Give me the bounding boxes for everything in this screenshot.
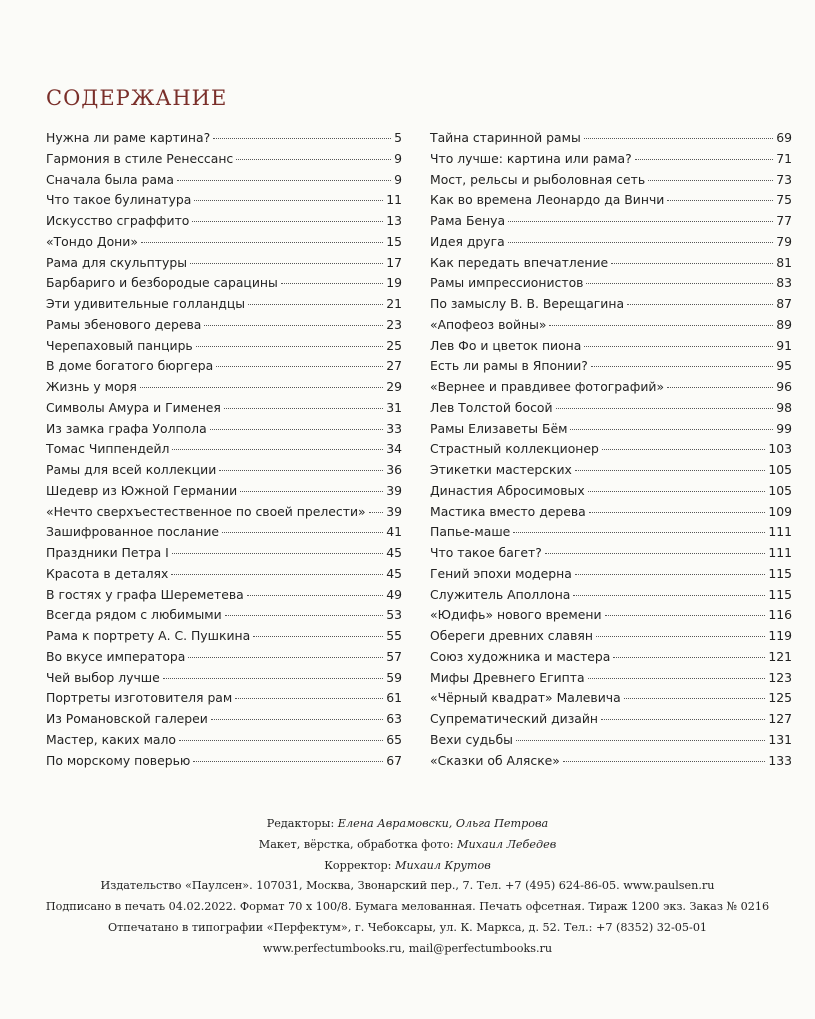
toc-entry-page: 29 [386,379,402,394]
toc-leader-dots [225,615,384,616]
toc-leader-dots [584,346,773,347]
toc-entry-title: Тайна старинной рамы [430,130,581,145]
toc-entry [430,128,792,149]
toc-entry-title: Шедевр из Южной Германии [46,482,238,498]
toc-entry [46,253,402,274]
toc-leader-dots [177,180,391,181]
toc-entry-page: 55 [386,628,402,643]
toc-entry-title: Барбариго и безбородые сарацины [46,275,278,291]
toc-entry-page: 109 [768,503,792,519]
toc-leader-dots [171,574,383,575]
toc-entry-title: По замыслу В. В. Верещагина [430,296,625,311]
toc-entry [46,502,402,523]
toc-entry-title: Чей выбор лучше [46,669,160,685]
toc-entry-title: Красота в деталях [46,565,169,581]
toc-leader-dots [219,470,383,471]
toc-entry-page: 111 [768,545,792,560]
toc-leader-dots [204,325,383,326]
toc-entry-title: Всегда рядом с любимыми [46,607,222,623]
toc-leader-dots [624,698,766,699]
toc-leader-dots [190,263,383,264]
toc-entry-page: 17 [386,254,402,270]
toc-entry [46,647,402,668]
toc-leader-dots [549,325,773,326]
toc-leader-dots [222,532,383,533]
toc-entry-title: Что лучше: картина или рама? [430,150,632,166]
toc-entry [46,377,402,398]
toc-entry-page: 59 [386,669,402,685]
toc-entry-title: Искусство сграффито [46,213,190,228]
toc-entry-title: Папье-маше [430,524,511,540]
toc-entry [46,356,402,377]
toc-right-column [430,128,792,771]
toc-entry-title: Идея друга [430,233,505,249]
toc-entry [46,522,402,543]
toc-entry [430,647,792,668]
corrector-name: Михаил Крутов [395,858,491,872]
colophon-layout [0,835,815,856]
toc-entry-title: Рамы эбенового дерева [46,316,202,332]
toc-leader-dots [591,366,773,367]
toc-entry-page: 77 [776,213,792,228]
toc-leader-dots [573,595,765,596]
toc-entry [46,398,402,419]
toc-entry-title: Из Романовской галереи [46,711,208,726]
toc-leader-dots [545,553,766,554]
toc-entry [46,730,402,751]
toc-entry [430,273,792,294]
toc-entry [430,356,792,377]
toc-entry-title: Гений эпохи модерна [430,565,572,581]
toc-entry-page: 81 [776,254,792,270]
toc-leader-dots [172,449,383,450]
toc-leader-dots [247,595,384,596]
toc-entry [430,336,792,357]
toc-entry-page: 11 [386,192,402,208]
toc-entry-page: 123 [768,669,792,685]
toc-leader-dots [513,532,765,533]
toc-leader-dots [192,221,383,222]
toc-entry-page: 79 [776,233,792,249]
page-title: СОДЕРЖАНИЕ [46,86,228,110]
toc-entry-title: Рама к портрету А. С. Пушкина [46,628,251,643]
toc-entry-page: 9 [394,150,402,166]
toc-entry-page: 125 [768,690,792,706]
toc-entry-page: 15 [386,233,402,249]
toc-entry [430,668,792,689]
toc-entry-title: Мост, рельсы и рыболовная сеть [430,171,646,187]
toc-entry-page: 119 [768,628,792,643]
toc-entry-title: Символы Амура и Гименея [46,399,221,415]
colophon-web: www.perfectumbooks.ru, mail@perfectumbooks.ru [262,941,553,955]
toc-entry [430,626,792,647]
toc-leader-dots [140,387,383,388]
toc-entry-title: Рамы для всей коллекции [46,462,217,477]
toc-leader-dots [163,678,383,679]
toc-leader-dots [172,553,383,554]
toc-entry [430,605,792,626]
toc-entry-page: 116 [768,607,792,623]
toc-entry-page: 39 [386,503,402,519]
toc-entry [430,211,792,232]
toc-entry-title: Томас Чиппендейл [46,441,170,457]
toc-entry [46,605,402,626]
toc-entry-title: Как во времена Леонардо да Винчи [430,192,665,208]
toc-entry [46,128,402,149]
toc-entry-title: Мастика вместо дерева [430,503,586,519]
toc-leader-dots [141,242,383,243]
toc-entry [46,751,402,772]
toc-entry [430,419,792,440]
toc-entry-page: 39 [386,482,402,498]
toc-entry [46,273,402,294]
colophon-print-info: Подписано в печать 04.02.2022. Формат 70 х 100/8. Бумага мелованная. Печать офсетная. Тираж 1200 экз. Заказ № 0216 [45,900,770,914]
toc-entry [430,709,792,730]
toc-entry-page: 34 [386,441,402,457]
toc-entry-title: Эти удивительные голландцы [46,296,246,311]
toc-entry [46,315,402,336]
toc-leader-dots [196,346,383,347]
toc-entry-title: Лев Толстой босой [430,399,553,415]
colophon [0,814,815,960]
toc-entry [46,460,402,481]
toc-entry-page: 71 [776,150,792,166]
toc-entry-page: 75 [776,192,792,208]
toc-leader-dots [602,449,765,450]
toc-entry-page: 25 [386,337,402,353]
toc-entry-title: Черепаховый панцирь [46,337,193,353]
toc-leader-dots [627,304,773,305]
toc-entry-title: Страстный коллекционер [430,441,599,457]
toc-entry-title: В доме богатого бюргера [46,358,214,374]
layout-label: Макет, вёрстка, обработка фото: [258,837,454,851]
toc-entry-title: Союз художника и мастера [430,648,611,664]
toc-leader-dots [235,698,383,699]
toc-entry-page: 115 [768,565,792,581]
toc-entry-title: Обереги древних славян [430,628,593,643]
toc-entry [46,211,402,232]
toc-leader-dots [584,138,773,139]
toc-leader-dots [211,719,383,720]
toc-entry-title: Есть ли рамы в Японии? [430,358,588,374]
toc-entry-title: Супрематический дизайн [430,711,599,726]
toc-entry-title: Портреты изготовителя рам [46,690,233,706]
toc-entry [46,564,402,585]
toc-entry-page: 45 [386,545,402,560]
toc-entry-title: Мастер, каких мало [46,731,177,747]
toc-leader-dots [575,470,765,471]
toc-entry-title: Рамы Елизаветы Бём [430,420,568,436]
toc-entry-page: 63 [386,711,402,726]
toc-entry-page: 105 [768,482,792,498]
toc-entry [46,294,402,315]
toc-entry-title: «Тондо Дони» [46,233,138,249]
toc-entry-title: Рамы импрессионистов [430,275,584,291]
toc-entry-page: 99 [776,420,792,436]
toc-entry-title: Что такое багет? [430,545,542,560]
toc-leader-dots [575,574,766,575]
toc-entry-title: Этикетки мастерских [430,462,572,477]
toc-entry-title: Сначала была рама [46,171,174,187]
toc-entry [430,481,792,502]
toc-entry [46,709,402,730]
toc-entry-title: Праздники Петра I [46,545,169,560]
toc-entry [430,294,792,315]
toc-entry [430,688,792,709]
toc-entry-title: «Чёрный квадрат» Малевича [430,690,621,706]
toc-entry-page: 133 [768,752,792,768]
toc-entry-page: 23 [386,316,402,332]
toc-leader-dots [556,408,774,409]
toc-entry-page: 91 [776,337,792,353]
toc-entry-page: 57 [386,648,402,664]
toc-leader-dots [253,636,383,637]
toc-leader-dots [586,283,773,284]
editors-names: Елена Аврамовски, Ольга Петрова [337,817,549,830]
toc-leader-dots [179,740,383,741]
colophon-publisher: Издательство «Паулсен». 107031, Москва, Звонарский пер., 7. Тел. +7 (495) 624-86-05. www.paulsen.ru [100,879,715,893]
toc-entry-title: Как передать впечатление [430,254,609,270]
toc-leader-dots [508,221,773,222]
toc-entry-page: 127 [768,711,792,726]
toc-entry [430,232,792,253]
toc-entry-title: По морскому поверью [46,752,191,768]
toc-entry-title: Зашифрованное послание [46,524,219,540]
toc-entry-title: Нужна ли раме картина? [46,130,211,145]
toc-entry [430,751,792,772]
toc-leader-dots [213,138,391,139]
toc-entry [46,190,402,211]
toc-entry-page: 5 [394,130,402,145]
toc-entry-title: Мифы Древнего Египта [430,669,585,685]
toc-entry [430,377,792,398]
toc-entry-title: В гостях у графа Шереметева [46,586,244,602]
toc-entry [430,253,792,274]
colophon-printer: Отпечатано в типографии «Перфектум», г. Чебоксары, ул. К. Маркса, д. 52. Тел.: +7 (8352) 32-05-01 [107,920,708,934]
toc-entry-page: 49 [386,586,402,602]
toc-leader-dots [240,491,383,492]
toc-entry-page: 96 [776,379,792,394]
toc-leader-dots [210,429,384,430]
colophon-editors [0,814,815,835]
toc-entry [430,315,792,336]
toc-entry [46,419,402,440]
toc-leader-dots [563,761,765,762]
toc-entry-page: 21 [386,296,402,311]
toc-entry [430,170,792,191]
toc-leader-dots [611,263,773,264]
toc-entry [430,585,792,606]
toc-entry-page: 105 [768,462,792,477]
toc-entry-page: 33 [386,420,402,436]
toc-entry-page: 27 [386,358,402,374]
toc-entry-title: Что такое булинатура [46,192,192,208]
toc-leader-dots [508,242,773,243]
toc-entry-page: 41 [386,524,402,540]
toc-entry-page: 53 [386,607,402,623]
toc-entry [46,481,402,502]
toc-entry [430,149,792,170]
layout-name: Михаил Лебедев [457,837,557,851]
toc-entry-page: 67 [386,752,402,768]
toc-leader-dots [236,159,391,160]
toc-leader-dots [596,636,765,637]
toc-leader-dots [248,304,383,305]
toc-entry-page: 103 [768,441,792,457]
toc-leader-dots [188,657,383,658]
toc-leader-dots [369,512,384,513]
editors-label: Редакторы: [266,817,335,830]
toc-leader-dots [667,200,773,201]
toc-leader-dots [194,200,383,201]
toc-entry [430,502,792,523]
toc-entry [430,730,792,751]
corrector-label: Корректор: [324,858,392,872]
toc-entry [46,170,402,191]
toc-entry [430,460,792,481]
toc-entry [430,398,792,419]
toc-leader-dots [605,615,766,616]
toc-leader-dots [648,180,773,181]
toc-entry-page: 121 [768,648,792,664]
toc-entry [430,190,792,211]
toc-entry [46,668,402,689]
toc-entry [430,564,792,585]
toc-entry-title: Династия Абросимовых [430,482,585,498]
toc-entry-title: «Сказки об Аляске» [430,752,560,768]
toc-entry-page: 83 [776,275,792,291]
toc-entry-title: «Вернее и правдивее фотографий» [430,379,665,394]
toc-entry-title: «Апофеоз войны» [430,316,547,332]
toc-leader-dots [635,159,774,160]
toc-entry-title: Во вкусе императора [46,648,186,664]
toc-entry-page: 65 [386,731,402,747]
toc-leader-dots [281,283,383,284]
toc-leader-dots [667,387,773,388]
colophon-corrector [0,856,815,877]
toc-entry-title: Жизнь у моря [46,379,137,394]
toc-entry-page: 131 [768,731,792,747]
toc-leader-dots [224,408,383,409]
toc-entry-title: Рама Бенуа [430,213,506,228]
toc-leader-dots [516,740,765,741]
toc-entry-page: 19 [386,275,402,291]
toc-entry-title: Лев Фо и цветок пиона [430,337,582,353]
toc-leader-dots [613,657,765,658]
toc-entry-page: 87 [776,296,792,311]
toc-entry-page: 31 [386,399,402,415]
toc-entry [46,688,402,709]
toc-entry [430,543,792,564]
toc-entry [46,626,402,647]
toc-entry [46,585,402,606]
toc-entry-page: 36 [386,462,402,477]
toc-entry-page: 98 [776,399,792,415]
toc-entry-title: «Юдифь» нового времени [430,607,602,623]
toc-entry-page: 95 [776,358,792,374]
toc-leader-dots [601,719,765,720]
toc-entry-page: 73 [776,171,792,187]
toc-entry-title: Вехи судьбы [430,731,513,747]
toc-entry-title: «Нечто сверхъестественное по своей прелести» [46,503,366,519]
toc-entry-title: Из замка графа Уолпола [46,420,207,436]
toc-leader-dots [589,512,766,513]
toc-entry-page: 9 [394,171,402,187]
toc-entry [46,149,402,170]
toc-entry [46,232,402,253]
toc-leader-dots [570,429,773,430]
toc-entry [46,543,402,564]
toc-entry-page: 13 [386,213,402,228]
toc-entry-page: 89 [776,316,792,332]
toc-entry [430,439,792,460]
toc-entry-page: 111 [768,524,792,540]
toc-entry-page: 61 [386,690,402,706]
toc-left-column [46,128,402,771]
toc-leader-dots [193,761,383,762]
toc-entry-page: 45 [386,565,402,581]
toc-entry [46,336,402,357]
toc-leader-dots [588,491,766,492]
toc-entry [46,439,402,460]
toc-entry-page: 69 [776,130,792,145]
toc-entry-title: Гармония в стиле Ренессанс [46,150,234,166]
toc-entry [430,522,792,543]
toc-entry-page: 115 [768,586,792,602]
toc-leader-dots [216,366,383,367]
toc-entry-title: Рама для скульптуры [46,254,187,270]
toc-entry-title: Служитель Аполлона [430,586,571,602]
toc-leader-dots [588,678,766,679]
